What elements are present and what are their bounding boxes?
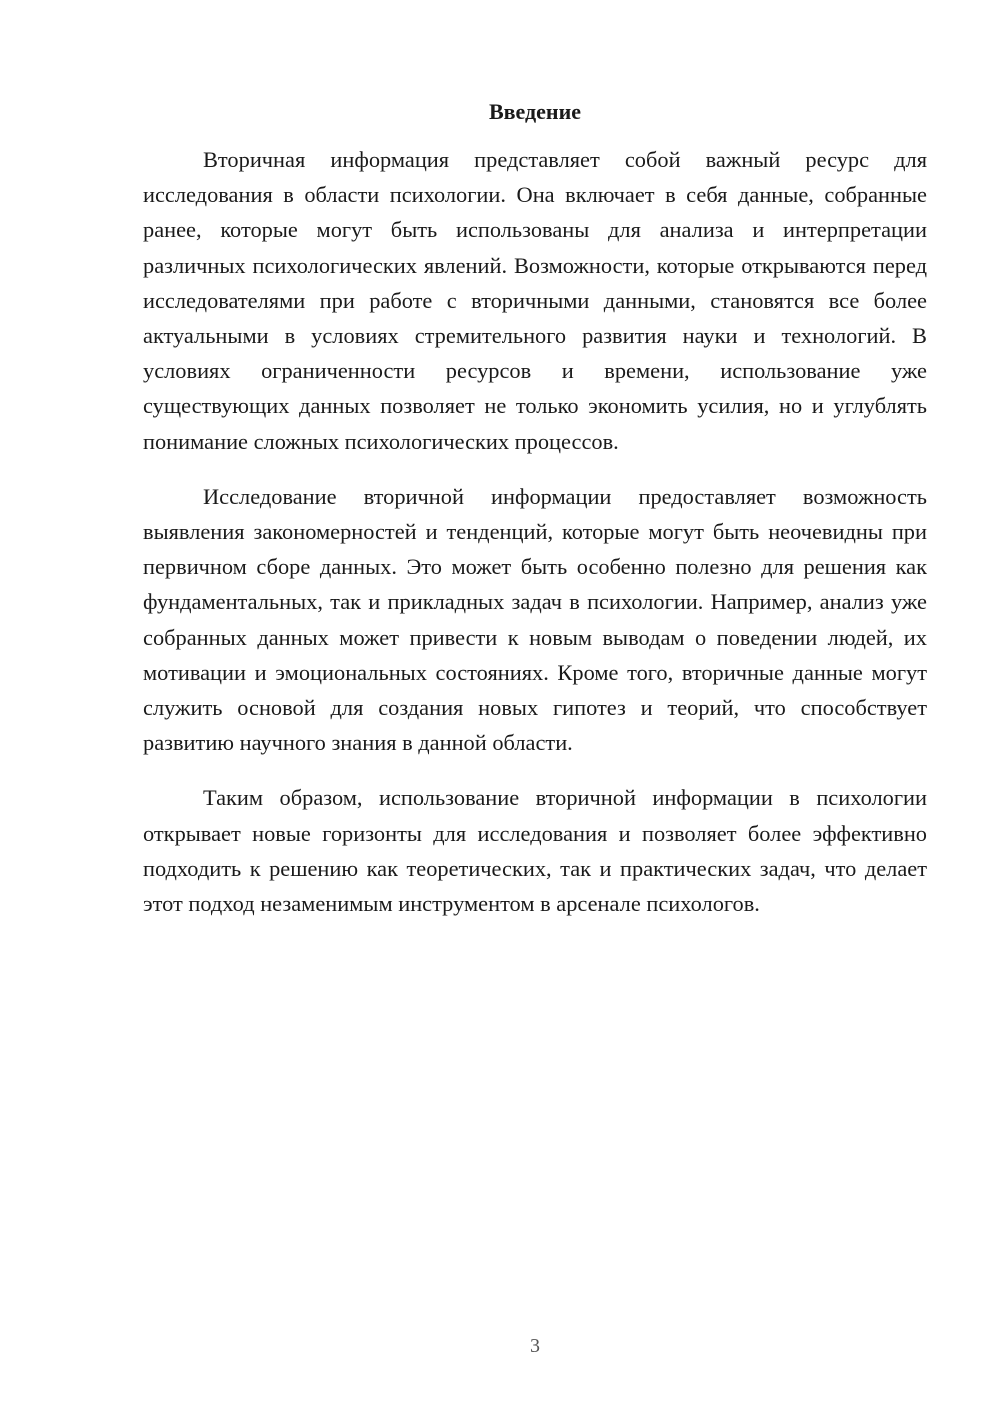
paragraph-1: Вторичная информация представляет собой важный ресурс для исследования в области психологии. Она включает в себя данные, собранные ранее, которые могут быть использованы для анализа и интерпретации различных психологических явлений. Возможности, которые открываются перед исследователями при работе с вторичными данными, становятся все более актуальными в условиях стремительного развития науки и технологий. В условиях ограниченности ресурсов и времени, использование уже существующих данных позволяет не только экономить усилия, но и углублять понимание сложных психологических процессов.	[143, 147, 927, 454]
paragraph-2: Исследование вторичной информации предоставляет возможность выявления закономерностей и тенденций, которые могут быть неочевидны при первичном сборе данных. Это может быть особенно полезно для решения как фундаментальных, так и прикладных задач в психологии. Например, анализ уже собранных данных может привести к новым выводам о поведении людей, их мотивации и эмоциональных состояниях. Кроме того, вторичные данные могут служить основой для создания новых гипотез и теорий, что способствует развитию научного знания в данной области.	[143, 483, 927, 756]
paragraph-3: Таким образом, использование вторичной информации в психологии открывает новые горизонты для исследования и позволяет более эффективно подходить к решению как теоретических, так и практических задач, что делает этот подход незаменимым инструментом в арсенале психологов.	[143, 785, 927, 917]
page-number: 3	[530, 1335, 540, 1357]
document-title: Введение	[488, 99, 582, 124]
document-body	[143, 142, 927, 921]
